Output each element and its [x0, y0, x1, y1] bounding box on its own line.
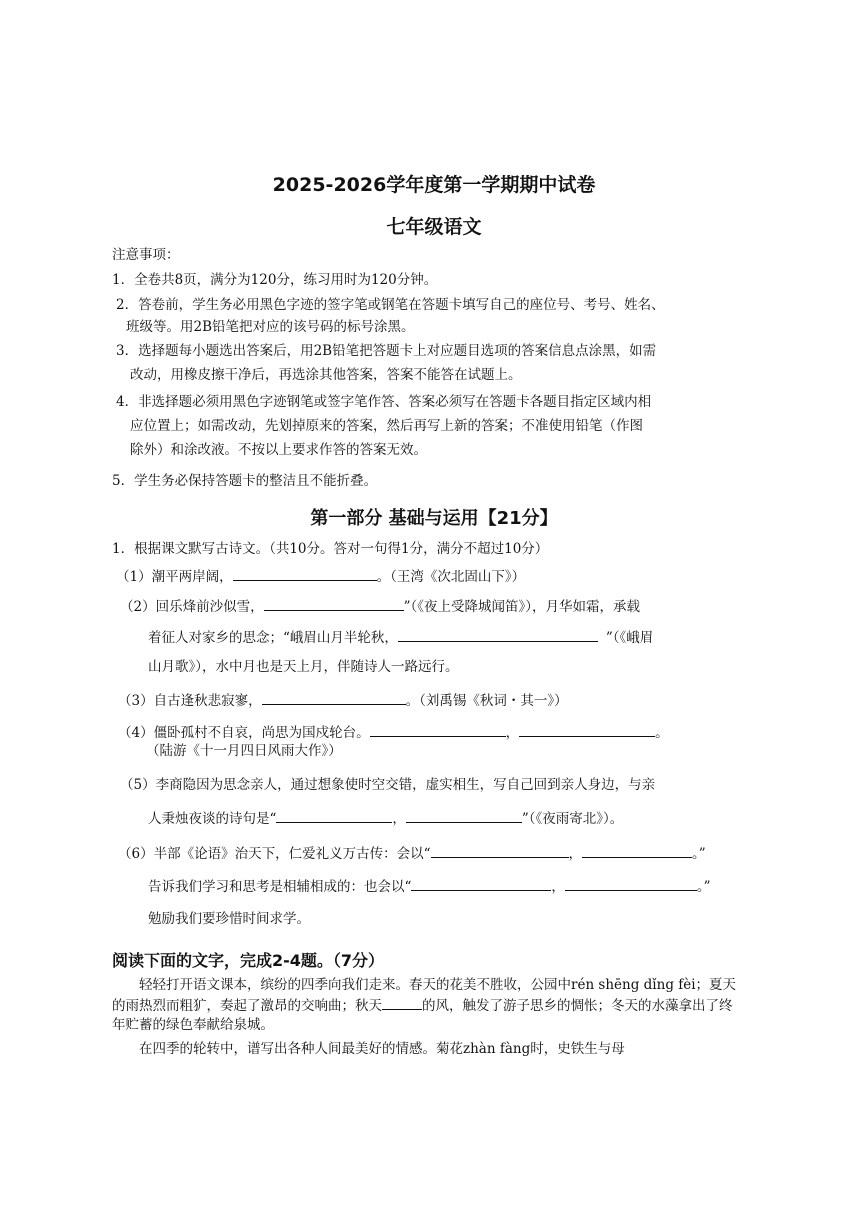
q1-4-source: （陆游《十一月四日风雨大作》）: [146, 743, 342, 759]
answer-blank: [406, 808, 522, 823]
q1-2: （2）回乐烽前沙似雪， ”（《夜上受降城闻笛》），月华如霜，承载: [120, 596, 640, 616]
notice-item: 改动，用橡皮擦干净后，再选涂其他答案，答案不能答在试题上。: [130, 367, 522, 383]
notice-item: 3．选择题每小题选出答案后，用2B铅笔把答题卡上对应题目选项的答案信息点涂黑，如需: [116, 343, 657, 359]
exam-subtitle: 七年级语文: [386, 216, 482, 238]
notice-item: 5．学生务必保持答题卡的整洁且不能折叠。: [112, 473, 378, 489]
notice-item: 班级等。用2B铅笔把对应的该号码的标号涂黑。: [126, 319, 415, 335]
notice-item: 应位置上；如需改动，先划掉原来的答案，然后再写上新的答案；不准使用铅笔（作图: [130, 418, 643, 434]
q1-6-line2: 告诉我们学习和思考是相辅相成的：也会以“ ， 。”: [148, 876, 711, 896]
q1-5-line2: 人秉烛夜谈的诗句是“ ， ”（《夜雨寄北》）。: [148, 808, 623, 828]
q1-4: （4）僵卧孤村不自哀，尚思为国戍轮台。 ， 。: [118, 722, 669, 742]
notice-item: 2．答卷前，学生务必用黑色字迹的签字笔或钢笔在答题卡填写自己的座位号、考号、姓名、: [116, 297, 665, 313]
answer-blank: [264, 596, 404, 611]
answer-blank: [519, 722, 655, 737]
q1-stem: 1．根据课文默写古诗文。（共10分。答对一句得1分，满分不超过10分）: [112, 541, 549, 557]
q1-6-line3: 勉励我们要珍惜时间求学。: [148, 911, 310, 927]
answer-blank: [370, 722, 506, 737]
notice-item: 除外）和涂改液。不按以上要求作答的答案无效。: [130, 442, 427, 458]
answer-blank: [262, 690, 406, 705]
answer-blank: [382, 995, 422, 1010]
answer-blank: [411, 876, 551, 891]
reading-paragraph: 轻轻打开语文课本，缤纷的四季向我们走来。春天的花美不胜收，公园中rén shēng dǐng fèi；夏天的雨热烈而粗犷，奏起了激昂的交响曲；秋天 的风，触发了游子思乡的惆怅；冬天的水藻拿出了终年贮蓄的绿色奉献给泉城。: [112, 977, 737, 1033]
answer-blank: [431, 843, 569, 858]
reading-heading: 阅读下面的文字，完成2-4题。（7分）: [112, 951, 385, 970]
q1-6: （6）半部《论语》治天下，仁爱礼义万古传：会以“ ， 。”: [118, 843, 706, 863]
answer-blank: [565, 876, 697, 891]
answer-blank: [276, 808, 392, 823]
q1-1: （1）潮平两岸阔， 。（王湾《次北固山下》）: [116, 566, 525, 586]
answer-blank: [582, 843, 692, 858]
notice-item: 1．全卷共8页，满分为120分，练习用时为120分钟。: [112, 272, 438, 288]
part1-title: 第一部分 基础与运用【21分】: [310, 508, 558, 529]
q1-2-line2: 着征人对家乡的思念；“峨眉山月半轮秋， ”（《峨眉: [148, 627, 653, 647]
notice-heading: 注意事项：: [112, 247, 180, 263]
reading-paragraph: 在四季的轮转中，谱写出各种人间最美好的情感。菊花zhàn fàng时，史铁生与母: [139, 1041, 625, 1057]
q1-5: （5）李商隐因为思念亲人，通过想象使时空交错，虚实相生，写自己回到亲人身边，与亲: [120, 777, 656, 793]
notice-item: 4．非选择题必须用黑色字迹钢笔或签字笔作答、答案必须写在答题卡各题目指定区域内相: [116, 394, 652, 410]
q1-3: （3）自古逢秋悲寂寥， 。（刘禹锡《秋词・其一》）: [118, 690, 568, 710]
q1-2-line3: 山月歌》），水中月也是天上月，伴随诗人一路远行。: [148, 659, 459, 675]
exam-title: 2025-2026学年度第一学期期中试卷: [272, 174, 596, 196]
answer-blank: [398, 627, 598, 642]
answer-blank: [233, 566, 377, 581]
